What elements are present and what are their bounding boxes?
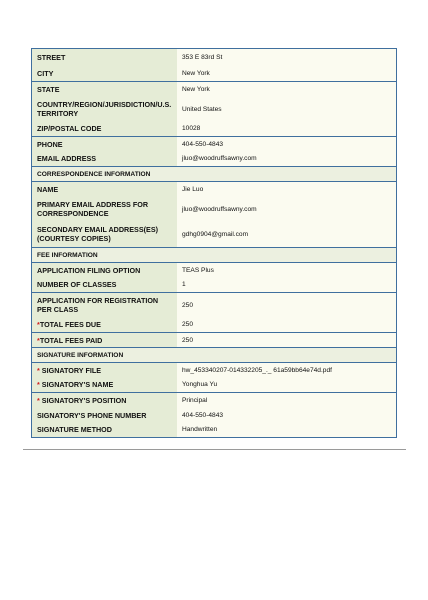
field-label [32, 333, 178, 348]
field-label: APPLICATION FOR REGISTRATION PER CLASS [32, 293, 178, 318]
field-value: jluo@woodruffsawny.com [177, 152, 397, 167]
field-label: NAME [32, 182, 178, 197]
table-row [32, 363, 397, 378]
table-row [32, 137, 397, 152]
table-row [32, 393, 397, 408]
field-label: COUNTRY/REGION/JURISDICTION/U.S. TERRITORY [32, 97, 178, 122]
field-label: NUMBER OF CLASSES [32, 278, 178, 293]
field-label-text: TOTAL FEES DUE [39, 320, 101, 330]
section-title: SIGNATURE INFORMATION [32, 348, 397, 363]
field-label [32, 378, 178, 393]
field-label: EMAIL ADDRESS [32, 152, 178, 167]
field-value: 250 [177, 318, 397, 333]
field-label: ZIP/POSTAL CODE [32, 122, 178, 137]
field-value: TEAS Plus [177, 263, 397, 278]
field-label: APPLICATION FILING OPTION [32, 263, 178, 278]
field-label [32, 363, 178, 378]
field-value: 1 [177, 278, 397, 293]
required-asterisk: * [37, 365, 40, 375]
table-row [32, 82, 397, 97]
field-value: Principal [177, 393, 397, 408]
table-row [32, 97, 397, 122]
trademark-application-table [31, 48, 397, 438]
page-divider [23, 449, 406, 450]
section-header-row [32, 167, 397, 182]
table-row [32, 333, 397, 348]
field-label-text: SIGNATORY'S NAME [39, 380, 114, 390]
field-value: Handwritten [177, 423, 397, 438]
field-value: United States [177, 97, 397, 122]
field-label: PRIMARY EMAIL ADDRESS FOR CORRESPONDENCE [32, 197, 178, 222]
table-row [32, 182, 397, 197]
field-label: STREET [32, 49, 178, 67]
table-row [32, 293, 397, 318]
table-row [32, 263, 397, 278]
field-label: PHONE [32, 137, 178, 152]
field-value: 404-550-4843 [177, 408, 397, 423]
field-value: 250 [177, 333, 397, 348]
required-asterisk: * [37, 395, 40, 405]
field-label: SECONDARY EMAIL ADDRESS(ES) (COURTESY COPIES) [32, 222, 178, 248]
field-label: SIGNATORY'S PHONE NUMBER [32, 408, 178, 423]
section-header-row [32, 248, 397, 263]
table-row [32, 152, 397, 167]
table-row [32, 67, 397, 82]
table-row [32, 122, 397, 137]
required-asterisk: * [37, 320, 40, 330]
field-value: Jie Luo [177, 182, 397, 197]
table-row [32, 49, 397, 67]
table-row [32, 378, 397, 393]
field-label-text: SIGNATORY'S POSITION [39, 395, 127, 405]
table-row [32, 408, 397, 423]
field-value: 10028 [177, 122, 397, 137]
field-label-text: SIGNATORY FILE [39, 365, 102, 375]
field-label [32, 318, 178, 333]
section-title: CORRESPONDENCE INFORMATION [32, 167, 397, 182]
field-label-text: TOTAL FEES PAID [39, 335, 103, 345]
field-value: 353 E 83rd St [177, 49, 397, 67]
field-value: New York [177, 82, 397, 97]
field-value: Yonghua Yu [177, 378, 397, 393]
section-header-row [32, 348, 397, 363]
field-value: hw_453340207-014332205_._ 61a59bb64e74d.pdf [177, 363, 397, 378]
required-asterisk: * [37, 380, 40, 390]
field-label [32, 393, 178, 408]
field-label: STATE [32, 82, 178, 97]
field-label: CITY [32, 67, 178, 82]
table-row [32, 197, 397, 222]
field-value: 250 [177, 293, 397, 318]
table-row [32, 222, 397, 248]
field-value: gdhg0904@gmail.com [177, 222, 397, 248]
section-title: FEE INFORMATION [32, 248, 397, 263]
field-value: New York [177, 67, 397, 82]
field-value: 404-550-4843 [177, 137, 397, 152]
table-row [32, 423, 397, 438]
table-row [32, 278, 397, 293]
table-row [32, 318, 397, 333]
field-value: jluo@woodruffsawny.com [177, 197, 397, 222]
field-label: SIGNATURE METHOD [32, 423, 178, 438]
required-asterisk: * [37, 335, 40, 345]
